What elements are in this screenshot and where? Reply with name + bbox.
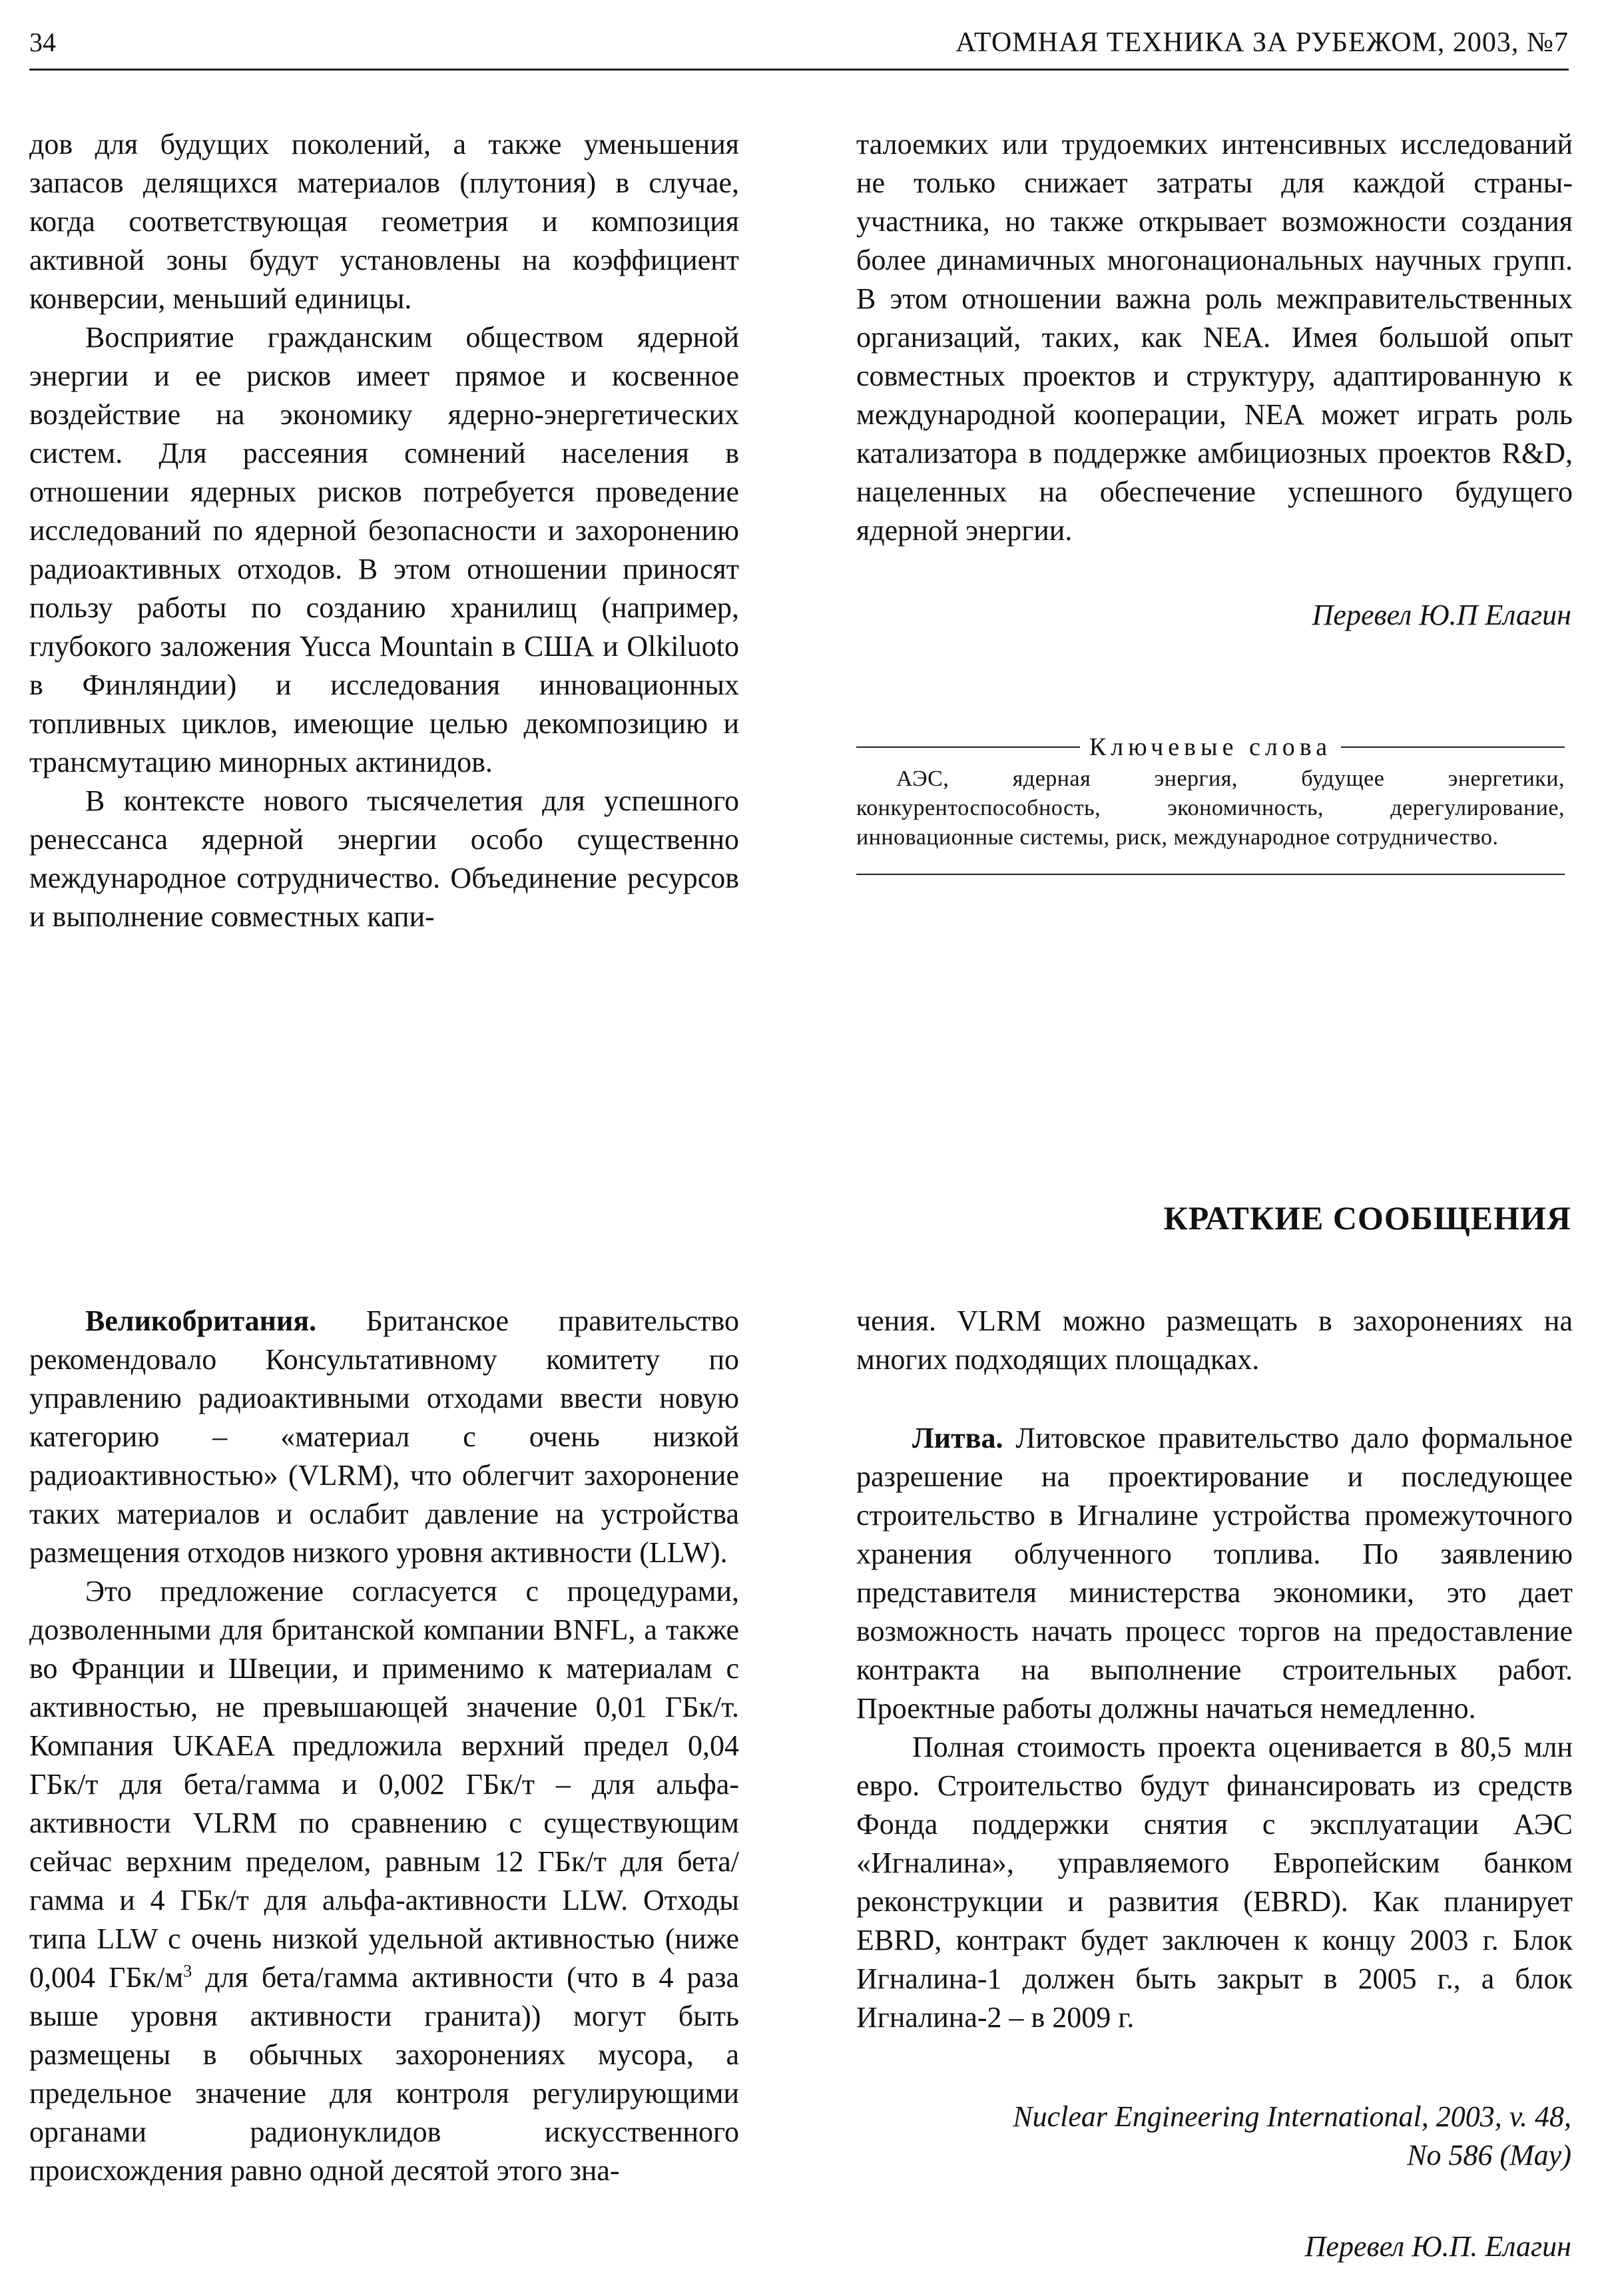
news-uk-paragraph bbox=[29, 1572, 739, 2190]
keywords-rule-left bbox=[856, 746, 1080, 748]
news-uk-heading: Великобритания. bbox=[85, 1304, 317, 1337]
keywords-title-row bbox=[856, 732, 1565, 762]
page-number: 34 bbox=[29, 27, 56, 57]
article-paragraph: Восприятие гражданским обществом ядерной энергии и ее рисков имеет прямое и косвенное воздействие на экономику ядерно-энергетических систем. Для рассеяния сомнений населения в отношении ядерных рисков потребуется проведение исследований по ядерной безопасности и захоронению радиоактивных отходов. В этом отношении приносят пользу работы по созданию хранилищ (например, глубокого заложения Yucca Mountain в США и Olkiluoto в Финляндии) и исследования инновационных топливных циклов, имеющие целью декомпозицию и трансмутацию минорных актинидов. bbox=[29, 321, 739, 778]
news-uk-continuation: чения. VLRM можно размещать в захоронениях на многих подходящих площадках. bbox=[856, 1304, 1573, 1376]
section-title: КРАТКИЕ СООБЩЕНИЯ bbox=[1163, 1199, 1571, 1237]
news-translator: Перевел Ю.П. Елагин bbox=[1304, 2230, 1571, 2263]
news-uk-text: для бета/гамма активности (что в 4 раза выше уровня активности гранита)) могут быть размещены в обычных захоронениях мусора, а предельное значение для контроля регулирующими органами радионуклидов искусственного происхождения равно одной десятой этого зна- bbox=[29, 1961, 739, 2187]
keywords-text: АЭС, ядерная энергия, будущее энергетики, конкурентоспособность, экономичность, дерегулирование, инновационные системы, риск, международное сотрудничество. bbox=[856, 766, 1565, 850]
article-paragraph: дов для будущих поколений, а также уменьшения запасов делящихся материалов (плутония) в случае, когда соответствующая геометрия и композиция активной зоны будут установлены на коэффициент конверсии, меньший единицы. bbox=[29, 128, 739, 315]
article-paragraph: В контексте нового тысячелетия для успешного ренессанса ядерной энергии особо существенно международное сотрудничество. Объединение ресурсов и выполнение совместных капи- bbox=[29, 784, 739, 933]
article-paragraph: талоемких или трудоемких интенсивных исследований не только снижает затраты для каждой страны-участника, но также открывает возможности создания более динамичных многонациональных научных групп. В этом отношении важна роль межправительственных организаций, таких, как NEA. Имея большой опыт совместных проектов и структуру, адаптированную к международной кооперации, NEA может играть роль катализатора в поддержке амбициозных проектов R&D, нацеленных на обеспечение успешного будущего ядерной энергии. bbox=[856, 128, 1573, 547]
citation bbox=[1013, 2098, 1571, 2175]
citation-line: Nuclear Engineering International, 2003, v. 48, bbox=[1013, 2100, 1571, 2133]
article-right-column bbox=[856, 125, 1573, 550]
news-lt-paragraph: Полная стоимость проекта оценивается в 80,5 млн евро. Строительство будут финансировать из средств Фонда поддержки снятия с эксплуатации АЭС «Игналина», управляемого Европейским банком реконструкции и развития (EBRD). Как планирует EBRD, контракт будет заключен к концу 2003 г. Блок Игналина-1 должен быть закрыт в 2005 г., а блок Игналина-2 – в 2009 г. bbox=[856, 1731, 1573, 2034]
news-uk-text: Британское правительство рекомендовало Консультативному комитету по управлению радиоактивными отходами ввести новую категорию – «материал с очень низкой радиоактивностью» (VLRM), что облегчит захоронение таких материалов и ослабит давление на устройства размещения отходов низкого уровня активности (LLW). bbox=[29, 1304, 739, 1569]
news-uk-paragraph bbox=[29, 1302, 739, 1572]
article-translator: Перевел Ю.П Елагин bbox=[1312, 599, 1571, 631]
keywords-title: Ключевые слова bbox=[1089, 733, 1332, 761]
header-rule bbox=[29, 69, 1569, 71]
news-lt-heading: Литва. bbox=[912, 1422, 1003, 1454]
running-title: АТОМНАЯ ТЕХНИКА ЗА РУБЕЖОМ, 2003, №7 bbox=[955, 27, 1569, 58]
citation-line: No 586 (May) bbox=[1407, 2139, 1571, 2171]
keywords-bottom-rule bbox=[856, 874, 1565, 875]
superscript: 3 bbox=[183, 1961, 192, 1981]
news-lt-text: Литовское правительство дало формальное разрешение на проектирование и последующее строительство в Игналине устройства промежуточного хранения облученного топлива. По заявлению представителя министерства экономики, это дает возможность начать процесс торгов на предоставление контракта на выполнение строительных работ. Проектные работы должны начаться немедленно. bbox=[856, 1422, 1573, 1725]
keywords-rule-right bbox=[1341, 746, 1565, 748]
article-left-column bbox=[29, 125, 739, 936]
news-left-column bbox=[29, 1302, 739, 2190]
paragraph-gap bbox=[856, 1379, 1573, 1419]
keywords-box bbox=[856, 732, 1565, 875]
news-right-column bbox=[856, 1302, 1573, 2037]
news-lt-paragraph bbox=[856, 1419, 1573, 1728]
news-uk-text: Это предложение согласуется с процедурами, дозволенными для британской компании BNFL, а также во Франции и Швеции, и применимо к материалам с активностью, не превышающей значение 0,01 ГБк/т. Компания UKAEA предложила верхний предел 0,04 ГБк/т для бета/гамма и 0,002 ГБк/т – для альфа-активности VLRM по сравнению с существующим сейчас верхним пределом, равным 12 ГБк/т для бета/гамма и 4 ГБк/т для альфа-активности LLW. Отходы типа LLW с очень низкой удельной активностью (ниже 0,004 ГБк/м bbox=[29, 1575, 739, 1994]
